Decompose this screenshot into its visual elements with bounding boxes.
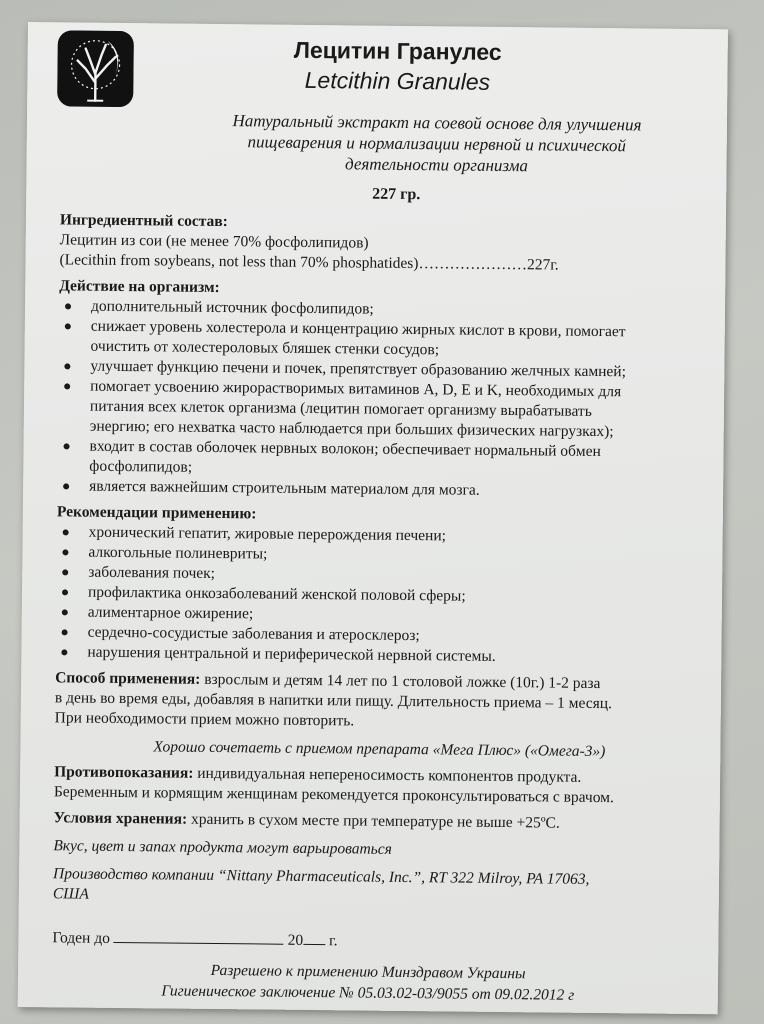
list-item: алиментарное ожирение;	[56, 602, 706, 629]
list-item: профилактика онкозаболеваний женской половой сферы;	[56, 582, 706, 609]
subtitle-line: деятельности организма	[344, 154, 529, 176]
list-item-text: является важнейшим строительным материалом для мозга.	[89, 477, 480, 499]
expiry-year-prefix: 20	[287, 931, 304, 949]
subtitle-line: Натуральный экстракт на соевой основе для улучшения	[232, 111, 642, 135]
producer-line: США	[52, 885, 89, 903]
usage-section	[55, 668, 706, 735]
storage-line	[54, 808, 704, 835]
ingredients-heading: Ингредиентный состав:	[59, 211, 228, 231]
action-list	[57, 296, 709, 503]
list-item-text: дополнительный источник фосфолипидов;	[90, 297, 374, 318]
list-item-text: улучшает функцию печени и почек, препятствует образованию желчных камней;	[90, 357, 627, 381]
storage-section	[54, 808, 704, 835]
tree-logo-icon	[57, 30, 134, 107]
action-section	[57, 276, 709, 503]
usage-line: в день во время еды, добавляя в напитки или пищу. Длительность приема – 1 месяц.	[54, 689, 613, 713]
footer-line: Разрешено к применению Минздравом Украины	[210, 961, 526, 983]
ingredients-line: (Lecithin from soybeans, not less than 70% phosphatides)…………………227г.	[59, 251, 559, 274]
producer-info	[53, 864, 703, 911]
ingredients-section	[59, 210, 710, 277]
expiry-field	[52, 928, 702, 955]
approval-footer	[78, 959, 658, 1007]
list-item: сердечно-сосудистые заболевания и атеросклероз;	[56, 622, 706, 649]
subtitle-line: пищеварения и нормализации нервной и психической	[247, 132, 627, 156]
storage-text: хранить в сухом месте при температуре не выше +25ºС.	[187, 810, 560, 832]
list-item-text: энергию; его нехватка часто наблюдается при больших физических нагрузках);	[89, 417, 614, 441]
recommendations-list	[55, 522, 706, 669]
list-item: заболевания почек;	[56, 562, 706, 589]
list-item	[57, 436, 707, 483]
ingredients-line: Лецитин из сои (не менее 70% фосфолипидов)	[59, 231, 369, 252]
leaflet-page	[18, 22, 728, 1014]
usage-line: При необходимости прием можно повторить.	[54, 709, 355, 730]
list-item: алкогольные полиневриты;	[56, 542, 706, 569]
contra-text: индивидуальная непереносимость компонентов продукта.	[193, 764, 582, 786]
contraindications-section	[54, 762, 704, 809]
expiry-year-blank	[303, 944, 325, 945]
expiry-label: Годен до	[52, 929, 110, 947]
footer-line: Гигиеническое заключение № 05.03.02-03/9055 от 09.02.2012 г	[161, 982, 575, 1004]
product-title-en: Letcithin Granules	[304, 66, 491, 95]
list-item-text: входит в состав оболочек нервных волокон; обеспечивает нормальный обмен	[89, 437, 601, 461]
list-item-text: очистить от холестероловых бляшек стенки сосудов;	[90, 337, 440, 359]
storage-heading: Условия хранения:	[53, 809, 188, 828]
variation-note: Вкус, цвет и запах продукта могут варьироваться	[53, 837, 392, 858]
combination-note: Хорошо сочетаеть с приемом препарата «Мега Плюс» («Омега-3»)	[153, 738, 606, 761]
product-title-ru: Лецитин Гранулес	[293, 36, 502, 65]
recommendations-heading: Рекомендации применению:	[56, 503, 257, 523]
list-item	[58, 376, 709, 443]
usage-text: взрослым и детям 14 лет по 1 столовой ложке (10г.) 1-2 раза	[200, 670, 601, 693]
list-item-text: помогает усвоению жирорастворимых витаминов А, D, E и K, необходимых для	[90, 377, 622, 401]
list-item-text: фосфолипидов;	[89, 457, 193, 476]
list-item-text: питания всех клеток организма (лецитин помогает организму вырабатывать	[89, 397, 592, 420]
list-item-text: снижает уровень холестерола и концентрацию жирных кислот в крови, помогает	[90, 317, 626, 341]
product-subtitle	[176, 110, 697, 178]
list-item	[59, 316, 709, 363]
leaflet-body	[52, 204, 710, 955]
list-item: нарушения центральной и периферической нервной системы.	[55, 642, 705, 669]
list-item: хронический гепатит, жировые перерождения печени;	[57, 522, 707, 549]
recommendations-section	[55, 502, 707, 669]
tree-logo-graphic	[57, 30, 134, 107]
producer-line: Производство компании “Nittany Pharmaceuticals, Inc.”, RT 322 Milroy, PA 17063,	[52, 865, 590, 888]
contra-heading: Противопоказания:	[54, 763, 194, 782]
contra-line: Беременным и кормящим женщинам рекомендуется проконсультироваться с врачом.	[53, 783, 614, 807]
expiry-date-blank	[114, 942, 284, 945]
usage-heading: Способ применения:	[55, 669, 201, 688]
expiry-suffix: г.	[328, 932, 338, 950]
product-weight: 227 гр.	[372, 185, 421, 204]
action-heading: Действие на организм:	[59, 277, 220, 297]
